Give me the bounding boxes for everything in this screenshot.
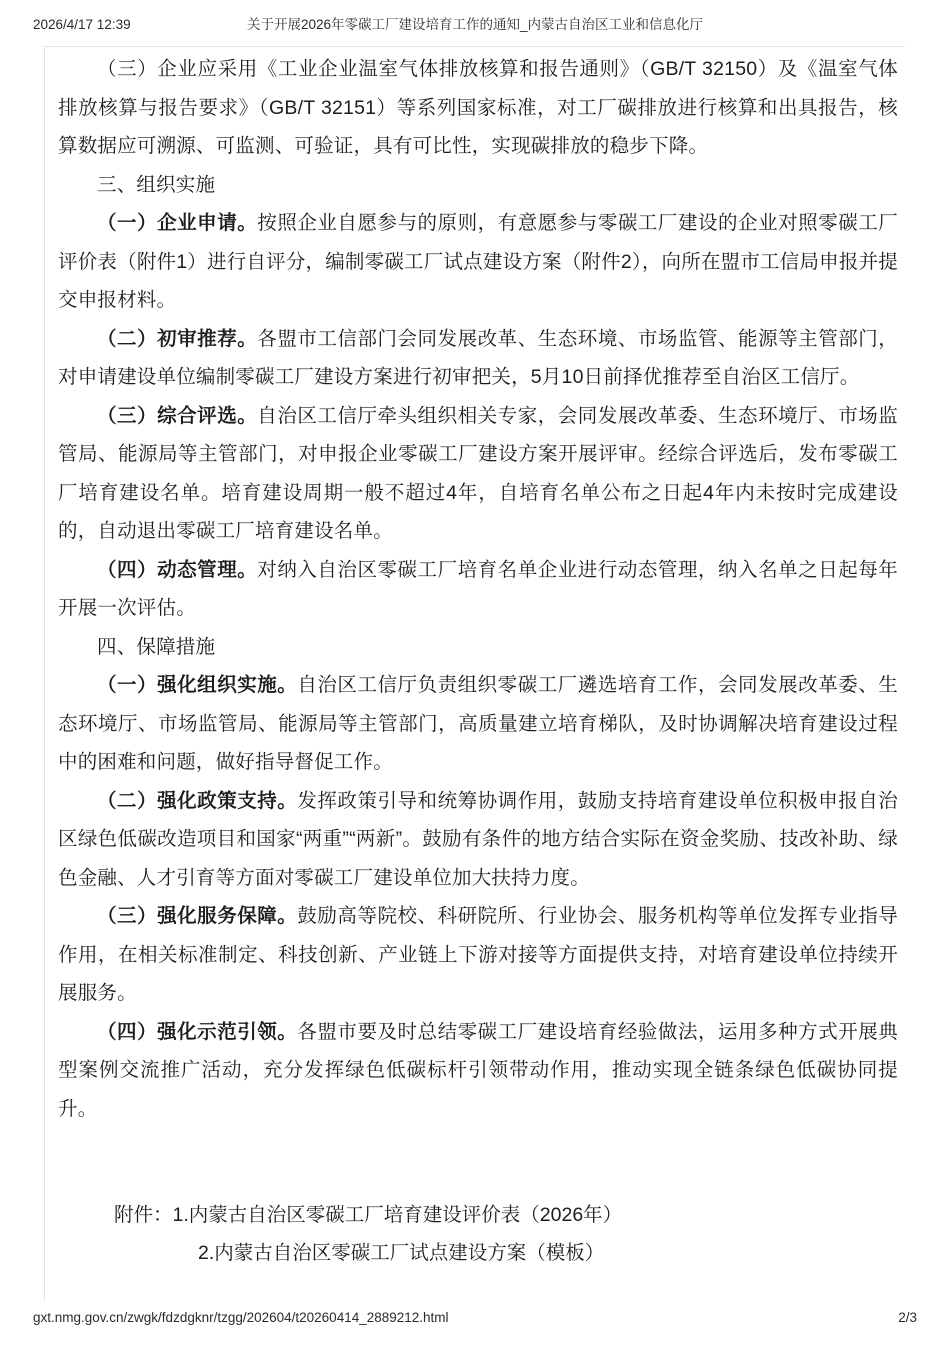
paragraph-text: 对纳入自治区零碳工厂培育名单企业进行动态管理，纳入名单之日起每年开展一次评估。 [58, 558, 898, 619]
paragraph-section3-item2 [58, 320, 898, 397]
paragraph-lead: 强化服务保障。 [157, 905, 298, 927]
paragraph-text: （三）企业应采用《工业企业温室气体排放核算和报告通则》（GB/T 32150）及《温室气体排放核算与报告要求》（GB/T 32151）等系列国家标准，对工厂碳排放进行核算和出具报告，核算数据应可溯源、可监测、可验证，具有可比性，实现碳排放的稳步下降。 [58, 58, 898, 157]
paragraph-text: 各盟市要及时总结零碳工厂建设培育经验做法，运用多种方式开展典型案例交流推广活动，充分发挥绿色低碳标杆引领带动作用，推动实现全链条绿色低碳协同提升。 [58, 1020, 898, 1120]
paragraph-marker: （四） [97, 1020, 158, 1043]
print-footer-page-number: 2/3 [898, 1310, 917, 1325]
print-footer-url: gxt.nmg.gov.cn/zwgk/fdzdgknr/tzgg/202604/t20260414_2889212.html [33, 1310, 449, 1325]
print-header-title: 关于开展2026年零碳工厂建设培育工作的通知_内蒙古自治区工业和信息化厅 [246, 17, 704, 32]
print-header [0, 14, 950, 36]
paragraph-section2-item3 [58, 50, 898, 166]
heading-section4 [58, 628, 898, 667]
attachment-item-1 [58, 1196, 898, 1234]
paragraph-lead: 强化政策支持。 [157, 789, 298, 812]
paragraph-section4-item1 [58, 666, 898, 782]
heading-section3 [58, 166, 898, 205]
attachment-item-2 [58, 1234, 898, 1272]
attachment-label: 附件： [114, 1204, 173, 1226]
paragraph-text: 鼓励高等院校、科研院所、行业协会、服务机构等单位发挥专业指导作用，在相关标准制定、科技创新、产业链上下游对接等方面提供支持，对培育建设单位持续开展服务。 [58, 905, 898, 1004]
paragraph-marker: （一） [97, 674, 158, 696]
paragraph-marker: （三） [97, 905, 158, 927]
heading-text: 四、保障措施 [97, 635, 216, 658]
paragraph-text: 发挥政策引导和统筹协调作用，鼓励支持培育建设单位积极申报自治区绿色低碳改造项目和国家“两重”“两新”。鼓励有条件的地方结合实际在资金奖励、技改补助、绿色金融、人才引育等方面对零碳工厂建设单位加大扶持力度。 [58, 789, 898, 889]
paragraph-marker: （二） [97, 327, 158, 350]
paragraph-section4-item4 [58, 1013, 898, 1129]
attachment-item-text: 1.内蒙古自治区零碳工厂培育建设评价表（2026年） [172, 1204, 623, 1226]
paragraph-section4-item3 [58, 897, 898, 1013]
paragraph-marker: （一） [97, 212, 158, 234]
paragraph-marker: （三） [97, 404, 158, 427]
paragraph-text: 各盟市工信部门会同发展改革、生态环境、市场监管、能源等主管部门，对申请建设单位编制零碳工厂建设方案进行初审把关，5月10日前择优推荐至自治区工信厅。 [58, 327, 898, 388]
print-header-datetime: 2026/4/17 12:39 [33, 17, 131, 32]
paragraph-text: 按照企业自愿参与的原则，有意愿参与零碳工厂建设的企业对照零碳工厂评价表（附件1）进行自评分，编制零碳工厂试点建设方案（附件2），向所在盟市工信局申报并提交申报材料。 [58, 212, 898, 311]
paragraph-lead: 强化组织实施。 [157, 674, 298, 696]
paragraph-marker: （四） [97, 558, 158, 581]
print-footer [0, 1308, 950, 1328]
paragraph-section3-item1 [58, 204, 898, 320]
paragraph-lead: 企业申请。 [157, 212, 258, 234]
paragraph-marker: （二） [97, 789, 158, 812]
paragraph-lead: 综合评选。 [157, 404, 258, 427]
paragraph-section3-item4 [58, 551, 898, 628]
paragraph-lead: 动态管理。 [157, 558, 258, 581]
paragraph-text: 自治区工信厅牵头组织相关专家，会同发展改革委、生态环境厅、市场监管局、能源局等主管部门，对申报企业零碳工厂建设方案开展评审。经综合评选后，发布零碳工厂培育建设名单。培育建设周期一般不超过4年，自培育名单公布之日起4年内未按时完成建设的，自动退出零碳工厂培育建设名单。 [58, 404, 898, 542]
paragraph-text: 自治区工信厅负责组织零碳工厂遴选培育工作，会同发展改革委、生态环境厅、市场监管局、能源局等主管部门，高质量建立培育梯队，及时协调解决培育建设过程中的困难和问题，做好指导督促工作。 [58, 674, 898, 773]
paragraph-lead: 强化示范引领。 [157, 1020, 298, 1043]
document-body [58, 50, 898, 1128]
paragraph-section4-item2 [58, 782, 898, 898]
attachment-item-text: 2.内蒙古自治区零碳工厂试点建设方案（模板） [198, 1242, 605, 1264]
heading-text: 三、组织实施 [97, 173, 216, 196]
paragraph-section3-item3 [58, 397, 898, 551]
attachment-list [58, 1196, 898, 1272]
paragraph-lead: 初审推荐。 [157, 327, 258, 350]
